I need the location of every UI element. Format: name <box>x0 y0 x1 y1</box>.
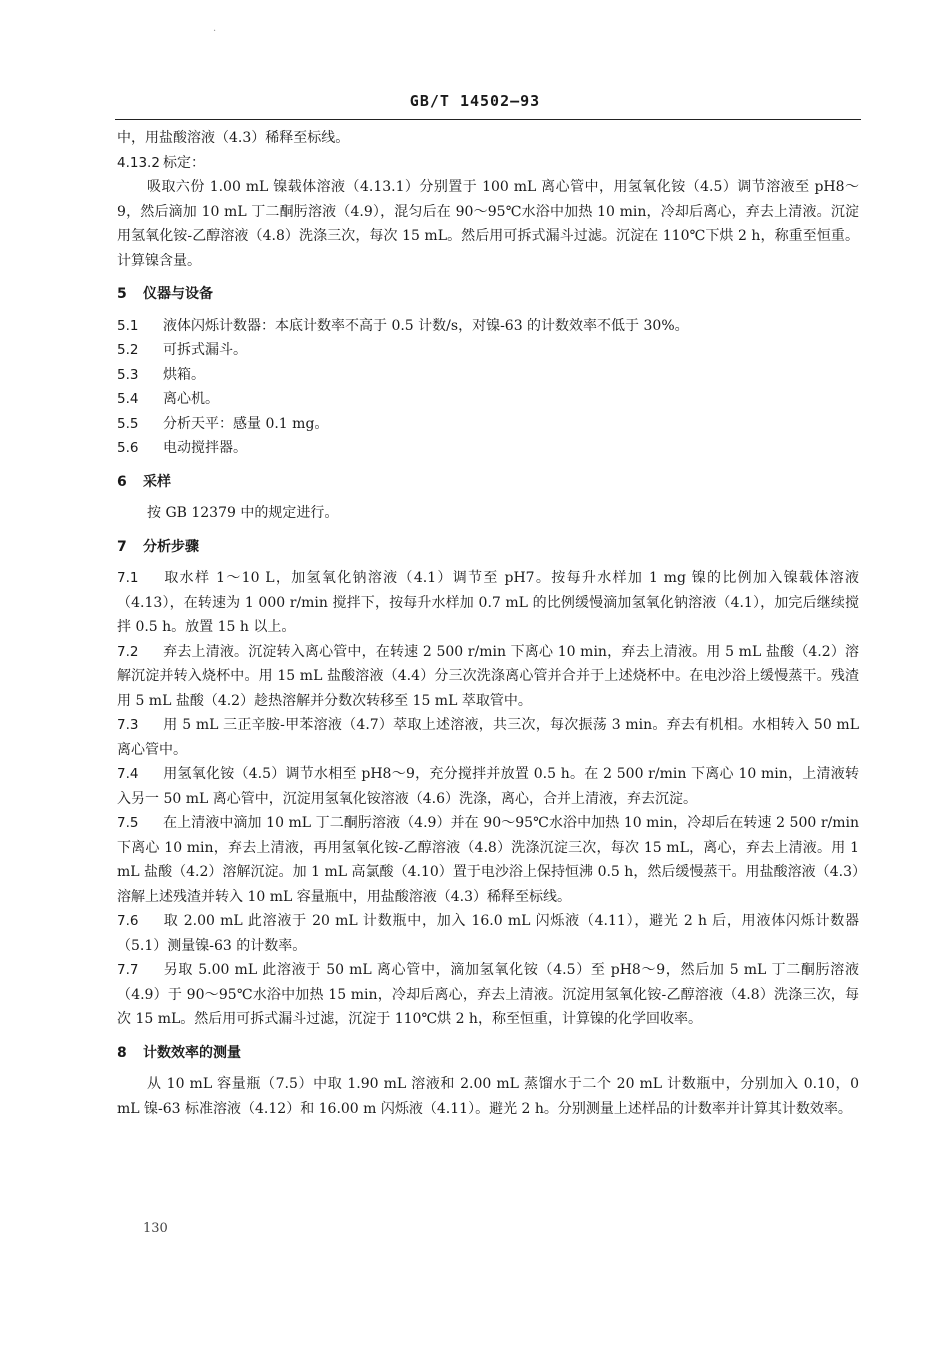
clause-number: 4.13.2 <box>117 154 160 171</box>
section-title: 分析步骤 <box>143 538 199 555</box>
header-rule <box>115 119 861 120</box>
numbered-clause <box>117 151 859 176</box>
section-title: 计数效率的测量 <box>143 1044 241 1061</box>
paragraph: 吸取六份 1.00 mL 镍载体溶液（4.13.1）分别置于 100 mL 离心管中，用氢氧化铵（4.5）调节溶液至 pH8～9，然后滴加 10 mL 丁二酮肟溶液（4.9），混匀后在 90～95℃水浴中加热 10 min，冷却后离心，弃去上清液。沉淀用氢氧化铵-乙醇溶液（4.8）洗涤三次，每次 15 mL。然后用可拆式漏斗过滤。沉淀在 110℃下烘 2 h，称重至恒重。计算镍含量。 <box>117 179 859 269</box>
numbered-clause <box>117 909 859 958</box>
clause-text: 电动搅拌器。 <box>163 440 247 456</box>
clause-text: 取 2.00 mL 此溶液于 20 mL 计数瓶中，加入 16.0 mL 闪烁液（4.11），避光 2 h 后，用液体闪烁计数器（5.1）测量镍-63 的计数率。 <box>117 913 859 954</box>
clause-text: 分析天平：感量 0.1 mg。 <box>163 415 329 432</box>
clause-text: 可拆式漏斗。 <box>163 342 247 358</box>
clause-number: 7.2 <box>117 643 139 660</box>
clause-number: 5.1 <box>117 317 139 334</box>
clause-number: 7.4 <box>117 766 139 782</box>
clause-number: 5.5 <box>117 415 139 432</box>
clause-text: 用 5 mL 三正辛胺-甲苯溶液（4.7）萃取上述溶液，共三次，每次振荡 3 min。弃去有机相。水相转入 50 mL 离心管中。 <box>117 717 859 758</box>
clause-number: 7.3 <box>117 717 139 733</box>
numbered-clause <box>117 566 859 640</box>
numbered-clause <box>117 412 859 437</box>
section-heading <box>117 470 859 495</box>
numbered-clause <box>117 762 859 811</box>
clause-number: 5.6 <box>117 440 139 456</box>
numbered-clause <box>117 363 859 388</box>
document-body <box>117 126 859 1121</box>
clause-text: 在上清液中滴加 10 mL 丁二酮肟溶液（4.9）并在 90～95℃水浴中加热 10 min，冷却后在转速 2 500 r/min 下离心 10 min，弃去上清液，再用氢氧化铵-乙醇溶液（4.8）洗涤沉淀三次，每次 15 mL，离心，弃去上清液。用 1 mL 盐酸（4.2）溶解沉淀。加 1 mL 高氯酸（4.10）置于电沙浴上保持恒沸 0.5 h，然后缓慢蒸干。用盐酸溶液（4.3）溶解上述残渣并转入 10 mL 容量瓶中，用盐酸溶液（4.3）稀释至标线。 <box>117 815 859 905</box>
clause-text: 取水样 1～10 L，加氢氧化钠溶液（4.1）调节至 pH7。按每升水样加 1 mg 镍的比例加入镍载体溶液（4.13），在转速为 1 000 r/min 搅拌下，按每升水样加 0.7 mL 的比例缓慢滴加氢氧化钠溶液（4.1），加完后继续搅拌 0.5 h。放置 15 h 以上。 <box>117 570 859 635</box>
clause-number: 5.3 <box>117 366 139 383</box>
numbered-clause <box>117 338 859 363</box>
section-heading <box>117 1041 859 1066</box>
numbered-clause <box>117 958 859 1032</box>
clause-number: 7.1 <box>117 570 139 586</box>
section-number: 6 <box>117 473 127 490</box>
section-number: 7 <box>117 538 127 555</box>
clause-text: 离心机。 <box>163 391 219 407</box>
clause-number: 5.4 <box>117 391 139 407</box>
clause-text: 用氢氧化铵（4.5）调节水相至 pH8～9，充分搅拌并放置 0.5 h。在 2 500 r/min 下离心 10 min，上清液转入另一 50 mL 离心管中，沉淀用氢氧化铵溶液（4.6）洗涤，离心，合并上清液，弃去沉淀。 <box>117 766 859 807</box>
numbered-clause <box>117 640 859 714</box>
clause-number: 7.6 <box>117 913 139 929</box>
clause-text: 弃去上清液。沉淀转入离心管中，在转速 2 500 r/min 下离心 10 min，弃去上清液。用 5 mL 盐酸（4.2）溶解沉淀并转入烧杯中。用 15 mL 盐酸溶液（4.4）分三次洗涤离心管并合并于上述烧杯中。在电沙浴上缓慢蒸干。残渣用 5 mL 盐酸（4.2）趁热溶解并分数次转移至 15 mL 萃取管中。 <box>117 643 859 709</box>
clause-number: 7.7 <box>117 962 139 978</box>
section-title: 仪器与设备 <box>143 286 213 302</box>
clause-number: 5.2 <box>117 342 139 358</box>
numbered-clause <box>117 436 859 461</box>
numbered-clause <box>117 713 859 762</box>
clause-text: 标定： <box>163 154 205 171</box>
clause-number: 7.5 <box>117 815 139 831</box>
clause-text: 液体闪烁计数器：本底计数率不高于 0.5 计数/s，对镍-63 的计数效率不低于 30%。 <box>163 317 689 334</box>
section-number: 8 <box>117 1044 127 1061</box>
numbered-clause <box>117 811 859 909</box>
scan-mark: · <box>213 26 217 37</box>
section-heading <box>117 282 859 307</box>
clause-text: 烘箱。 <box>163 366 205 383</box>
numbered-clause <box>117 314 859 339</box>
paragraph: 中，用盐酸溶液（4.3）稀释至标线。 <box>117 130 350 146</box>
section-number: 5 <box>117 286 127 302</box>
numbered-clause <box>117 387 859 412</box>
paragraph: 按 GB 12379 中的规定进行。 <box>147 505 339 521</box>
clause-text: 另取 5.00 mL 此溶液于 50 mL 离心管中，滴加氢氧化铵（4.5）至 pH8～9，然后加 5 mL 丁二酮肟溶液（4.9）于 90～95℃水浴中加热 15 min，冷却后离心，弃去上清液。沉淀用氢氧化铵-乙醇溶液（4.8）洗涤三次，每次 15 mL。然后用可拆式漏斗过滤，沉淀于 110℃烘 2 h，称至恒重，计算镍的化学回收率。 <box>117 962 859 1027</box>
page-header: GB/T 14502—93 <box>409 92 541 110</box>
section-heading <box>117 535 859 560</box>
paragraph: 从 10 mL 容量瓶（7.5）中取 1.90 mL 溶液和 2.00 mL 蒸馏水于二个 20 mL 计数瓶中，分别加入 0.10，0 mL 镍-63 标准溶液（4.12）和 16.00 m 闪烁液（4.11）。避光 2 h。分别测量上述样品的计数率并计算其计数效率。 <box>117 1076 859 1117</box>
section-title: 采样 <box>143 473 171 490</box>
page-number: 130 <box>143 1221 168 1236</box>
